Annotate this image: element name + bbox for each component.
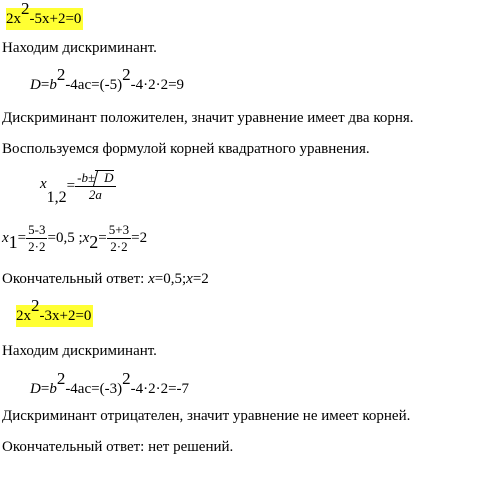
exponent: 2 [56, 65, 66, 84]
final-answer-2: Окончательный ответ: нет решений. [2, 439, 234, 455]
x1-denominator: 2·2 [28, 239, 46, 254]
discriminant-mid: -4ac=(-5) [65, 77, 123, 93]
answer-label: Окончательный ответ: [2, 271, 149, 287]
x-symbol: x [40, 175, 47, 192]
find-discriminant-2: Находим дискриминант. [2, 343, 157, 359]
equation-1-rest: -5x+2=0 [29, 11, 82, 27]
roots-fraction [75, 170, 115, 203]
x2-subscript: 2 [89, 231, 99, 252]
find-discriminant-1: Находим дискриминант. [2, 40, 157, 56]
exponent: 2 [56, 369, 66, 388]
discriminant-mid: -4ac=(-3) [65, 381, 123, 397]
x1-value: =0,5 ; [47, 229, 83, 246]
eq-sign: = [17, 229, 27, 246]
equation-2-rest: -3x+2=0 [39, 308, 92, 324]
exponent: 2 [122, 369, 131, 388]
formula-intro-text: Воспользуемся формулой корней квадратного уравнения. [2, 141, 370, 157]
d-symbol: D [30, 381, 41, 397]
x-subscript: 1,2 [46, 188, 67, 206]
eq-sign: = [40, 77, 50, 93]
equation-2 [16, 296, 93, 327]
answer-value-1: =0,5; [154, 271, 187, 287]
negative-discriminant-text: Дискриминант отрицателен, значит уравнение не имеет корней. [2, 408, 411, 424]
x1-numerator: 5-3 [28, 222, 46, 237]
equation-1-exponent: 2 [21, 0, 30, 18]
eq-sign: = [98, 229, 107, 246]
discriminant-1 [30, 65, 185, 94]
equation-2-exponent: 2 [31, 296, 40, 315]
d-symbol: D [30, 77, 41, 93]
eq-sign: = [66, 177, 76, 194]
final-answer-1 [2, 271, 209, 288]
b-symbol: b [49, 77, 57, 93]
discriminant-result: -4·2·2=9 [130, 77, 185, 93]
roots-denominator: 2a [88, 187, 102, 202]
equation-1 [6, 0, 83, 30]
equation-2-lead: 2x [16, 308, 31, 324]
x2-symbol: x [82, 229, 90, 246]
equation-1-lead: 2x [6, 11, 21, 27]
exponent: 2 [122, 65, 131, 84]
x1-subscript: 1 [8, 231, 18, 252]
roots-numerator [75, 170, 115, 187]
sqrt-symbol: D [95, 170, 113, 185]
numerator-left: -b± [77, 170, 96, 185]
x2-fraction [107, 222, 131, 255]
roots-formula [40, 170, 116, 206]
x2-denominator: 2·2 [110, 239, 128, 254]
discriminant-result: -4·2·2=-7 [130, 381, 190, 397]
x2-numerator: 5+3 [108, 222, 130, 237]
answer-value-2: =2 [192, 271, 209, 287]
x2-value: =2 [131, 229, 148, 246]
discriminant-2 [30, 369, 190, 398]
b-symbol: b [49, 381, 57, 397]
root-values [2, 222, 147, 255]
eq-sign: = [40, 381, 50, 397]
x-symbol: x [148, 271, 155, 287]
x-symbol: x [186, 271, 193, 287]
positive-discriminant-text: Дискриминант положителен, значит уравнение имеет два корня. [2, 110, 414, 126]
x1-symbol: x [2, 229, 9, 246]
x1-fraction [26, 222, 47, 255]
